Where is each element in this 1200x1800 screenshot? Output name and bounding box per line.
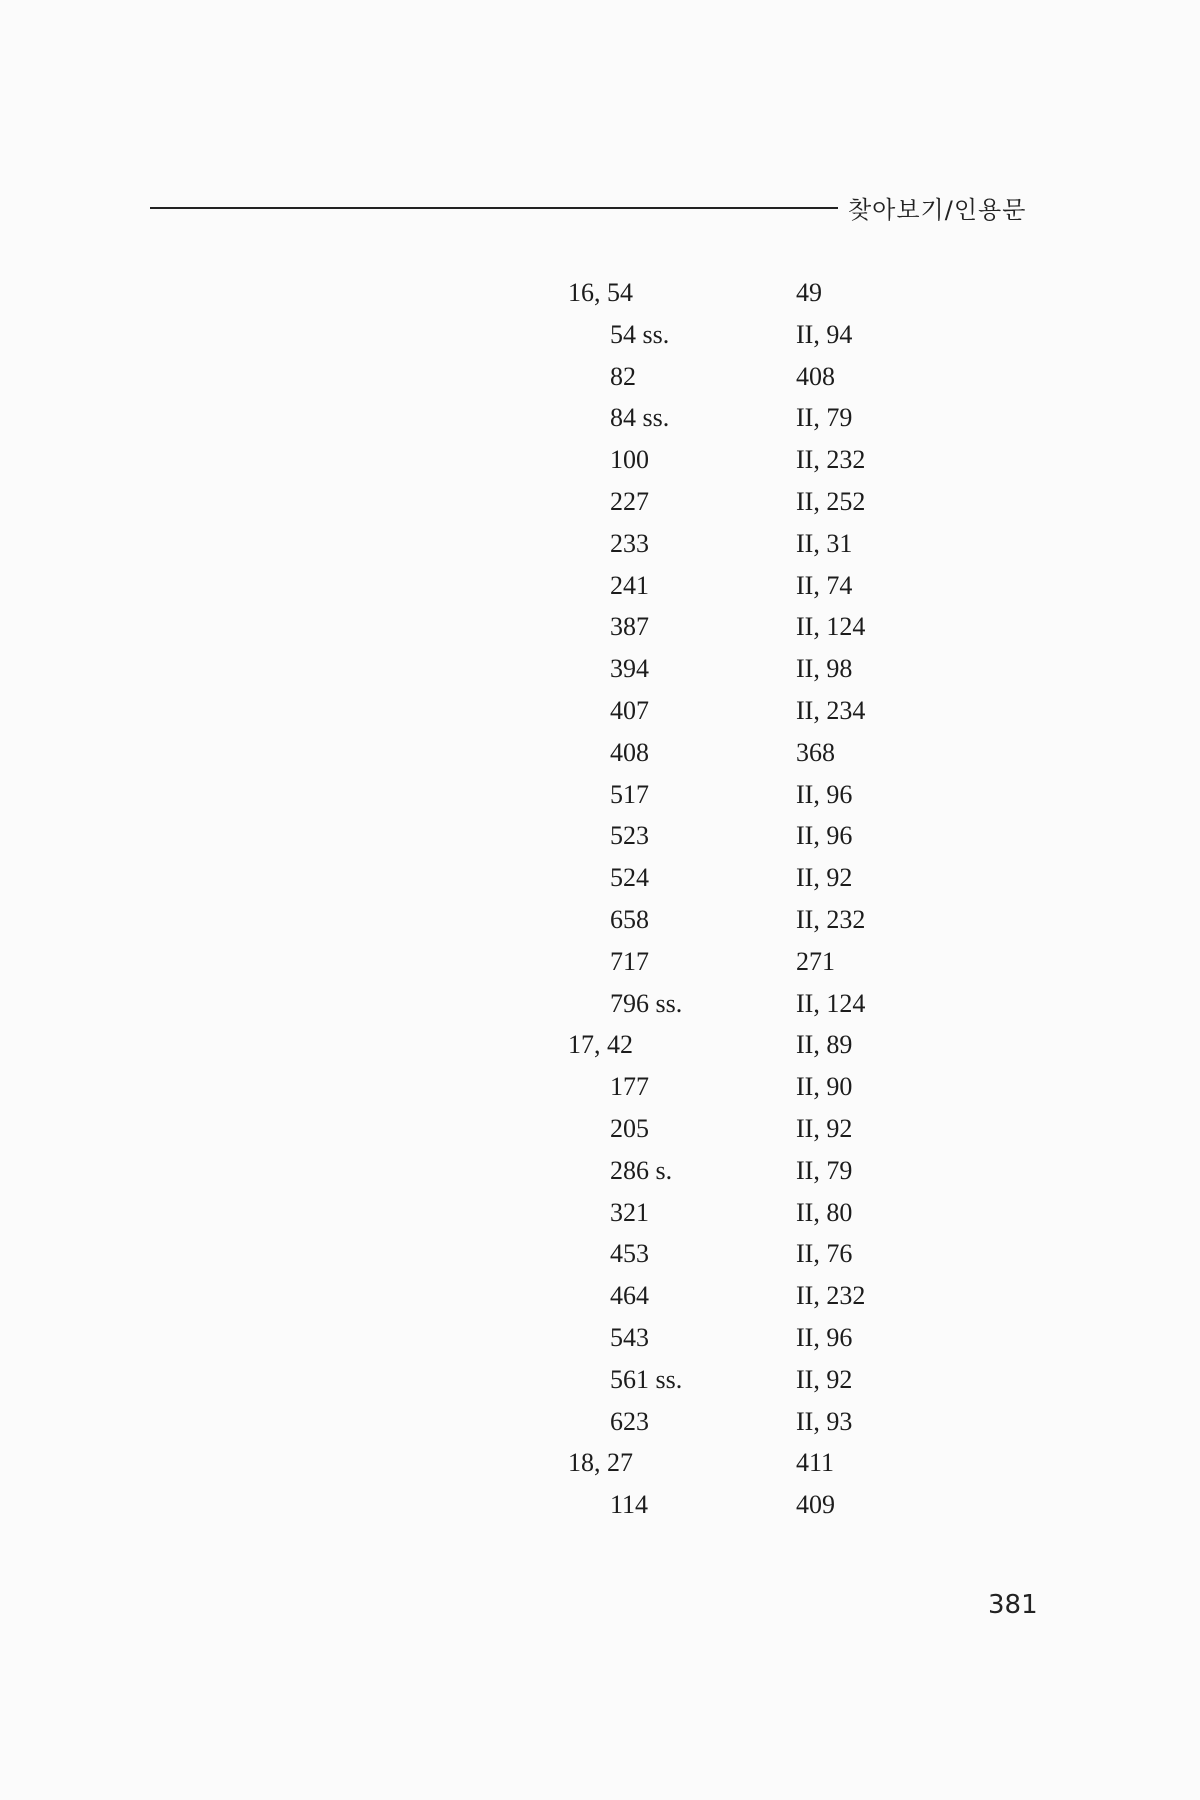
index-row: [0, 272, 1200, 314]
page-reference: 411: [796, 1448, 835, 1478]
index-row: [0, 648, 1200, 690]
source-reference: 453: [610, 1239, 649, 1269]
source-reference: 286 s.: [610, 1155, 673, 1185]
index-row: [0, 1317, 1200, 1359]
header-rule: [150, 207, 838, 209]
page-number: 381: [988, 1590, 1038, 1620]
source-reference: 394: [610, 654, 649, 684]
index-row: [0, 565, 1200, 607]
index-row: [0, 1401, 1200, 1443]
source-reference: 227: [610, 486, 649, 516]
page-reference: II, 80: [796, 1197, 853, 1227]
index-row: [0, 983, 1200, 1025]
source-reference: 623: [610, 1406, 649, 1436]
source-reference: 561 ss.: [610, 1364, 683, 1394]
page-reference: II, 89: [796, 1030, 853, 1060]
index-row: [0, 941, 1200, 983]
source-reference: 114: [610, 1490, 649, 1520]
index-row: [0, 815, 1200, 857]
page-reference: II, 232: [796, 1281, 866, 1311]
index-row: [0, 1066, 1200, 1108]
source-reference: 796 ss.: [610, 988, 683, 1018]
page-reference: 49: [796, 278, 822, 307]
source-reference: 524: [610, 863, 649, 893]
source-reference: 658: [610, 904, 649, 934]
index-row: [0, 732, 1200, 774]
index-row: [0, 1024, 1200, 1066]
page-reference: 271: [796, 946, 835, 976]
index-row: [0, 1150, 1200, 1192]
citation-index-list: [0, 272, 1200, 1526]
source-reference: 717: [610, 946, 649, 976]
page-reference: 368: [796, 737, 835, 767]
index-row: [0, 899, 1200, 941]
source-reference: 523: [610, 821, 649, 851]
running-head-title: 찾아보기/인용문: [848, 196, 1027, 224]
index-row: [0, 1108, 1200, 1150]
index-row: [0, 690, 1200, 732]
page-reference: II, 96: [796, 1322, 853, 1352]
index-row: [0, 314, 1200, 356]
source-reference: 543: [610, 1322, 649, 1352]
page-reference: II, 92: [796, 1113, 853, 1143]
source-reference: 464: [610, 1281, 649, 1311]
page-reference: II, 92: [796, 1364, 853, 1394]
index-row: [0, 1233, 1200, 1275]
page-reference: II, 79: [796, 1155, 853, 1185]
source-reference: 241: [610, 570, 649, 600]
page-reference: II, 96: [796, 821, 853, 851]
page-reference: II, 31: [796, 528, 853, 558]
page-reference: II, 94: [796, 319, 853, 349]
source-reference: 82: [610, 361, 636, 391]
index-row: [0, 857, 1200, 899]
index-row: [0, 481, 1200, 523]
source-reference: 84 ss.: [610, 403, 670, 433]
page-reference: II, 96: [796, 779, 853, 809]
page-reference: II, 74: [796, 570, 853, 600]
index-row: [0, 1192, 1200, 1234]
page-reference: II, 124: [796, 988, 866, 1018]
source-reference: 387: [610, 612, 649, 642]
source-reference: 177: [610, 1072, 649, 1102]
source-reference: 408: [610, 737, 649, 767]
page-reference: II, 90: [796, 1072, 853, 1102]
index-row: [0, 439, 1200, 481]
source-reference: 54 ss.: [610, 319, 670, 349]
page-reference: 409: [796, 1490, 835, 1520]
page-reference: II, 232: [796, 445, 866, 475]
source-reference: 205: [610, 1113, 649, 1143]
source-reference: 18, 27: [568, 1448, 633, 1478]
page-reference: II, 124: [796, 612, 866, 642]
page-reference: II, 98: [796, 654, 853, 684]
index-row: [0, 356, 1200, 398]
page-reference: II, 232: [796, 904, 866, 934]
index-row: [0, 1359, 1200, 1401]
page-reference: II, 252: [796, 486, 866, 516]
source-reference: 407: [610, 695, 649, 725]
source-reference: 17, 42: [568, 1030, 633, 1060]
source-reference: 321: [610, 1197, 649, 1227]
source-reference: 517: [610, 779, 649, 809]
index-row: [0, 397, 1200, 439]
index-row: [0, 1442, 1200, 1484]
index-row: [0, 1275, 1200, 1317]
source-reference: 16, 54: [568, 278, 633, 307]
index-row: [0, 523, 1200, 565]
page-reference: II, 76: [796, 1239, 853, 1269]
page-reference: 408: [796, 361, 835, 391]
page-reference: II, 93: [796, 1406, 853, 1436]
source-reference: 233: [610, 528, 649, 558]
page-reference: II, 234: [796, 695, 866, 725]
source-reference: 100: [610, 445, 649, 475]
index-row: [0, 774, 1200, 816]
page-reference: II, 92: [796, 863, 853, 893]
page-reference: II, 79: [796, 403, 853, 433]
index-row: [0, 1484, 1200, 1526]
index-row: [0, 606, 1200, 648]
